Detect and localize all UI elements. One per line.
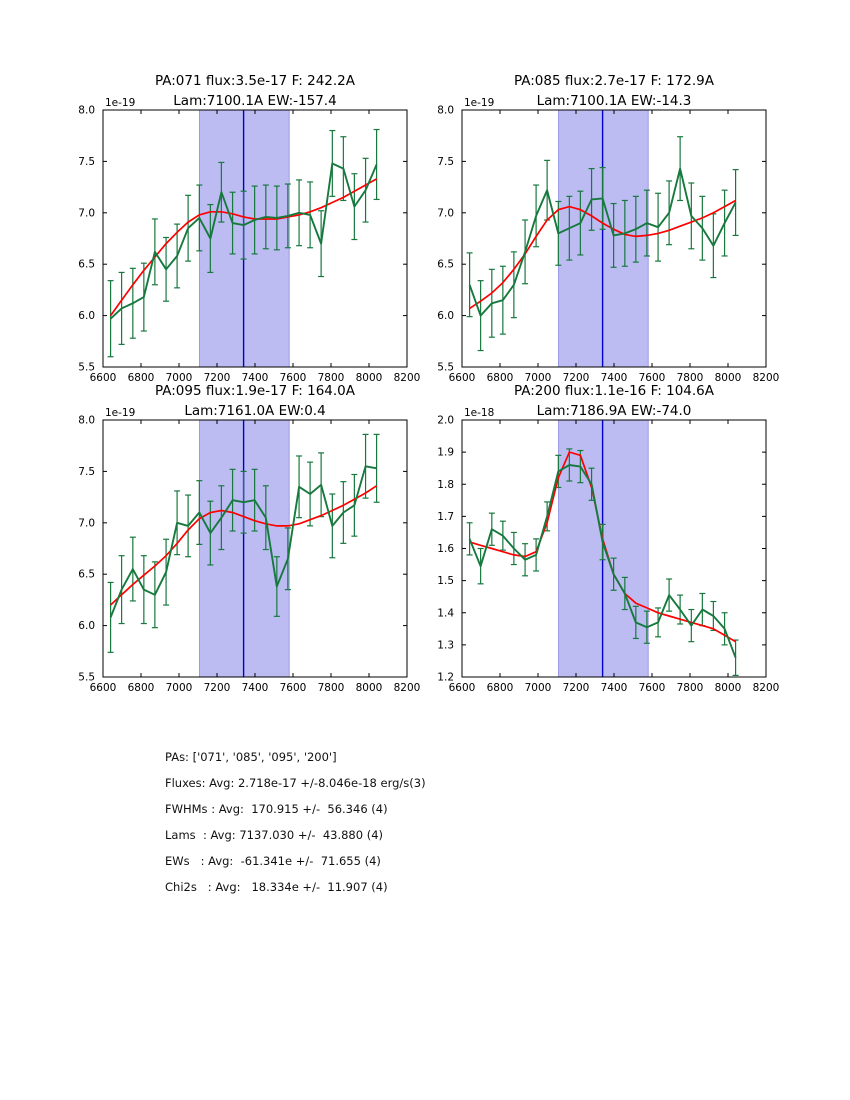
- svg-text:6600: 6600: [89, 682, 117, 694]
- plot-canvas-3: [417, 406, 783, 707]
- svg-text:7600: 7600: [638, 682, 666, 694]
- svg-text:7200: 7200: [203, 372, 231, 384]
- svg-text:1e-19: 1e-19: [105, 97, 136, 109]
- svg-text:8000: 8000: [714, 682, 742, 694]
- svg-text:6800: 6800: [127, 682, 155, 694]
- plot-canvas-1: [417, 96, 783, 397]
- svg-text:1e-19: 1e-19: [464, 97, 495, 109]
- svg-text:1.2: 1.2: [437, 671, 454, 684]
- plot-title-line2: Lam:7186.9A EW:-74.0: [536, 403, 692, 419]
- svg-text:6.5: 6.5: [78, 568, 95, 581]
- svg-text:6.0: 6.0: [78, 620, 95, 633]
- svg-text:6.5: 6.5: [78, 258, 95, 271]
- svg-text:1.3: 1.3: [437, 639, 454, 652]
- svg-text:1.4: 1.4: [437, 607, 454, 620]
- svg-text:7000: 7000: [165, 372, 193, 384]
- svg-text:1.6: 1.6: [437, 543, 454, 555]
- svg-text:5.5: 5.5: [78, 671, 95, 684]
- svg-text:7400: 7400: [241, 372, 269, 384]
- svg-text:8200: 8200: [752, 682, 780, 694]
- subplot-2: [58, 383, 424, 707]
- plot-canvas-2: [58, 406, 424, 707]
- svg-text:7200: 7200: [203, 682, 231, 694]
- svg-text:8.0: 8.0: [437, 104, 454, 117]
- svg-text:8.0: 8.0: [78, 414, 95, 427]
- svg-text:8200: 8200: [752, 372, 780, 384]
- plot-title-line1: PA:200 flux:1.1e-16 F: 104.6A: [513, 383, 715, 399]
- svg-text:7.5: 7.5: [78, 155, 95, 168]
- svg-text:6800: 6800: [486, 372, 514, 384]
- svg-text:7400: 7400: [600, 682, 628, 694]
- svg-text:7.0: 7.0: [437, 207, 454, 220]
- plot-title-line1: PA:071 flux:3.5e-17 F: 242.2A: [154, 73, 356, 89]
- svg-text:6600: 6600: [448, 372, 476, 384]
- stats-line-chi2s: Chi2s : Avg: 18.334e +/- 11.907 (4): [165, 880, 388, 894]
- svg-text:7000: 7000: [165, 682, 193, 694]
- stats-line-fluxes: Fluxes: Avg: 2.718e-17 +/-8.046e-18 erg/s(3): [165, 776, 426, 790]
- stats-line-ews: EWs : Avg: -61.341e +/- 71.655 (4): [165, 854, 381, 868]
- svg-text:5.5: 5.5: [78, 361, 95, 374]
- svg-text:1.5: 1.5: [437, 575, 454, 588]
- svg-text:7200: 7200: [562, 372, 590, 384]
- plot-title-line1: PA:085 flux:2.7e-17 F: 172.9A: [513, 73, 715, 89]
- plot-title-line1: PA:095 flux:1.9e-17 F: 164.0A: [154, 383, 356, 399]
- plot-title-line2: Lam:7100.1A EW:-14.3: [536, 93, 692, 109]
- svg-text:7.5: 7.5: [437, 155, 454, 168]
- svg-text:6600: 6600: [448, 682, 476, 694]
- svg-text:1e-19: 1e-19: [105, 407, 136, 419]
- svg-text:6600: 6600: [89, 372, 117, 384]
- plot-title-line2: Lam:7100.1A EW:-157.4: [173, 93, 337, 109]
- svg-text:8000: 8000: [355, 682, 383, 694]
- svg-text:8000: 8000: [355, 372, 383, 384]
- subplot-1: [417, 73, 783, 397]
- svg-text:6800: 6800: [127, 372, 155, 384]
- svg-text:7.0: 7.0: [78, 517, 95, 530]
- svg-text:1.7: 1.7: [437, 510, 454, 523]
- svg-text:7600: 7600: [279, 682, 307, 694]
- subplot-3: [417, 383, 783, 707]
- svg-text:7600: 7600: [638, 372, 666, 384]
- svg-text:7800: 7800: [676, 682, 704, 694]
- svg-text:7.5: 7.5: [78, 465, 95, 478]
- svg-text:8.0: 8.0: [78, 104, 95, 117]
- svg-text:6.0: 6.0: [78, 310, 95, 323]
- svg-text:1.9: 1.9: [437, 446, 454, 459]
- svg-text:7.0: 7.0: [78, 207, 95, 220]
- stats-block: [165, 744, 426, 900]
- svg-text:7800: 7800: [317, 682, 345, 694]
- svg-text:5.5: 5.5: [437, 361, 454, 374]
- svg-text:6.5: 6.5: [437, 258, 454, 271]
- plot-title-line2: Lam:7161.0A EW:0.4: [184, 403, 326, 419]
- svg-text:8200: 8200: [393, 682, 421, 694]
- svg-text:6800: 6800: [486, 682, 514, 694]
- svg-text:7800: 7800: [676, 372, 704, 384]
- svg-text:7800: 7800: [317, 372, 345, 384]
- svg-text:7400: 7400: [241, 682, 269, 694]
- stats-line-fwhms: FWHMs : Avg: 170.915 +/- 56.346 (4): [165, 802, 388, 816]
- stats-line-lams: Lams : Avg: 7137.030 +/- 43.880 (4): [165, 828, 384, 842]
- svg-text:7400: 7400: [600, 372, 628, 384]
- stats-line-pas: PAs: ['071', '085', '095', '200']: [165, 750, 337, 764]
- svg-text:8200: 8200: [393, 372, 421, 384]
- svg-text:1.8: 1.8: [437, 478, 454, 491]
- svg-text:7000: 7000: [524, 682, 552, 694]
- svg-text:7200: 7200: [562, 682, 590, 694]
- svg-text:6.0: 6.0: [437, 310, 454, 323]
- svg-text:2.0: 2.0: [437, 414, 454, 427]
- svg-text:8000: 8000: [714, 372, 742, 384]
- svg-text:7600: 7600: [279, 372, 307, 384]
- plot-canvas-0: [58, 96, 424, 397]
- svg-text:1e-18: 1e-18: [464, 407, 495, 419]
- subplot-0: [58, 73, 424, 397]
- svg-text:7000: 7000: [524, 372, 552, 384]
